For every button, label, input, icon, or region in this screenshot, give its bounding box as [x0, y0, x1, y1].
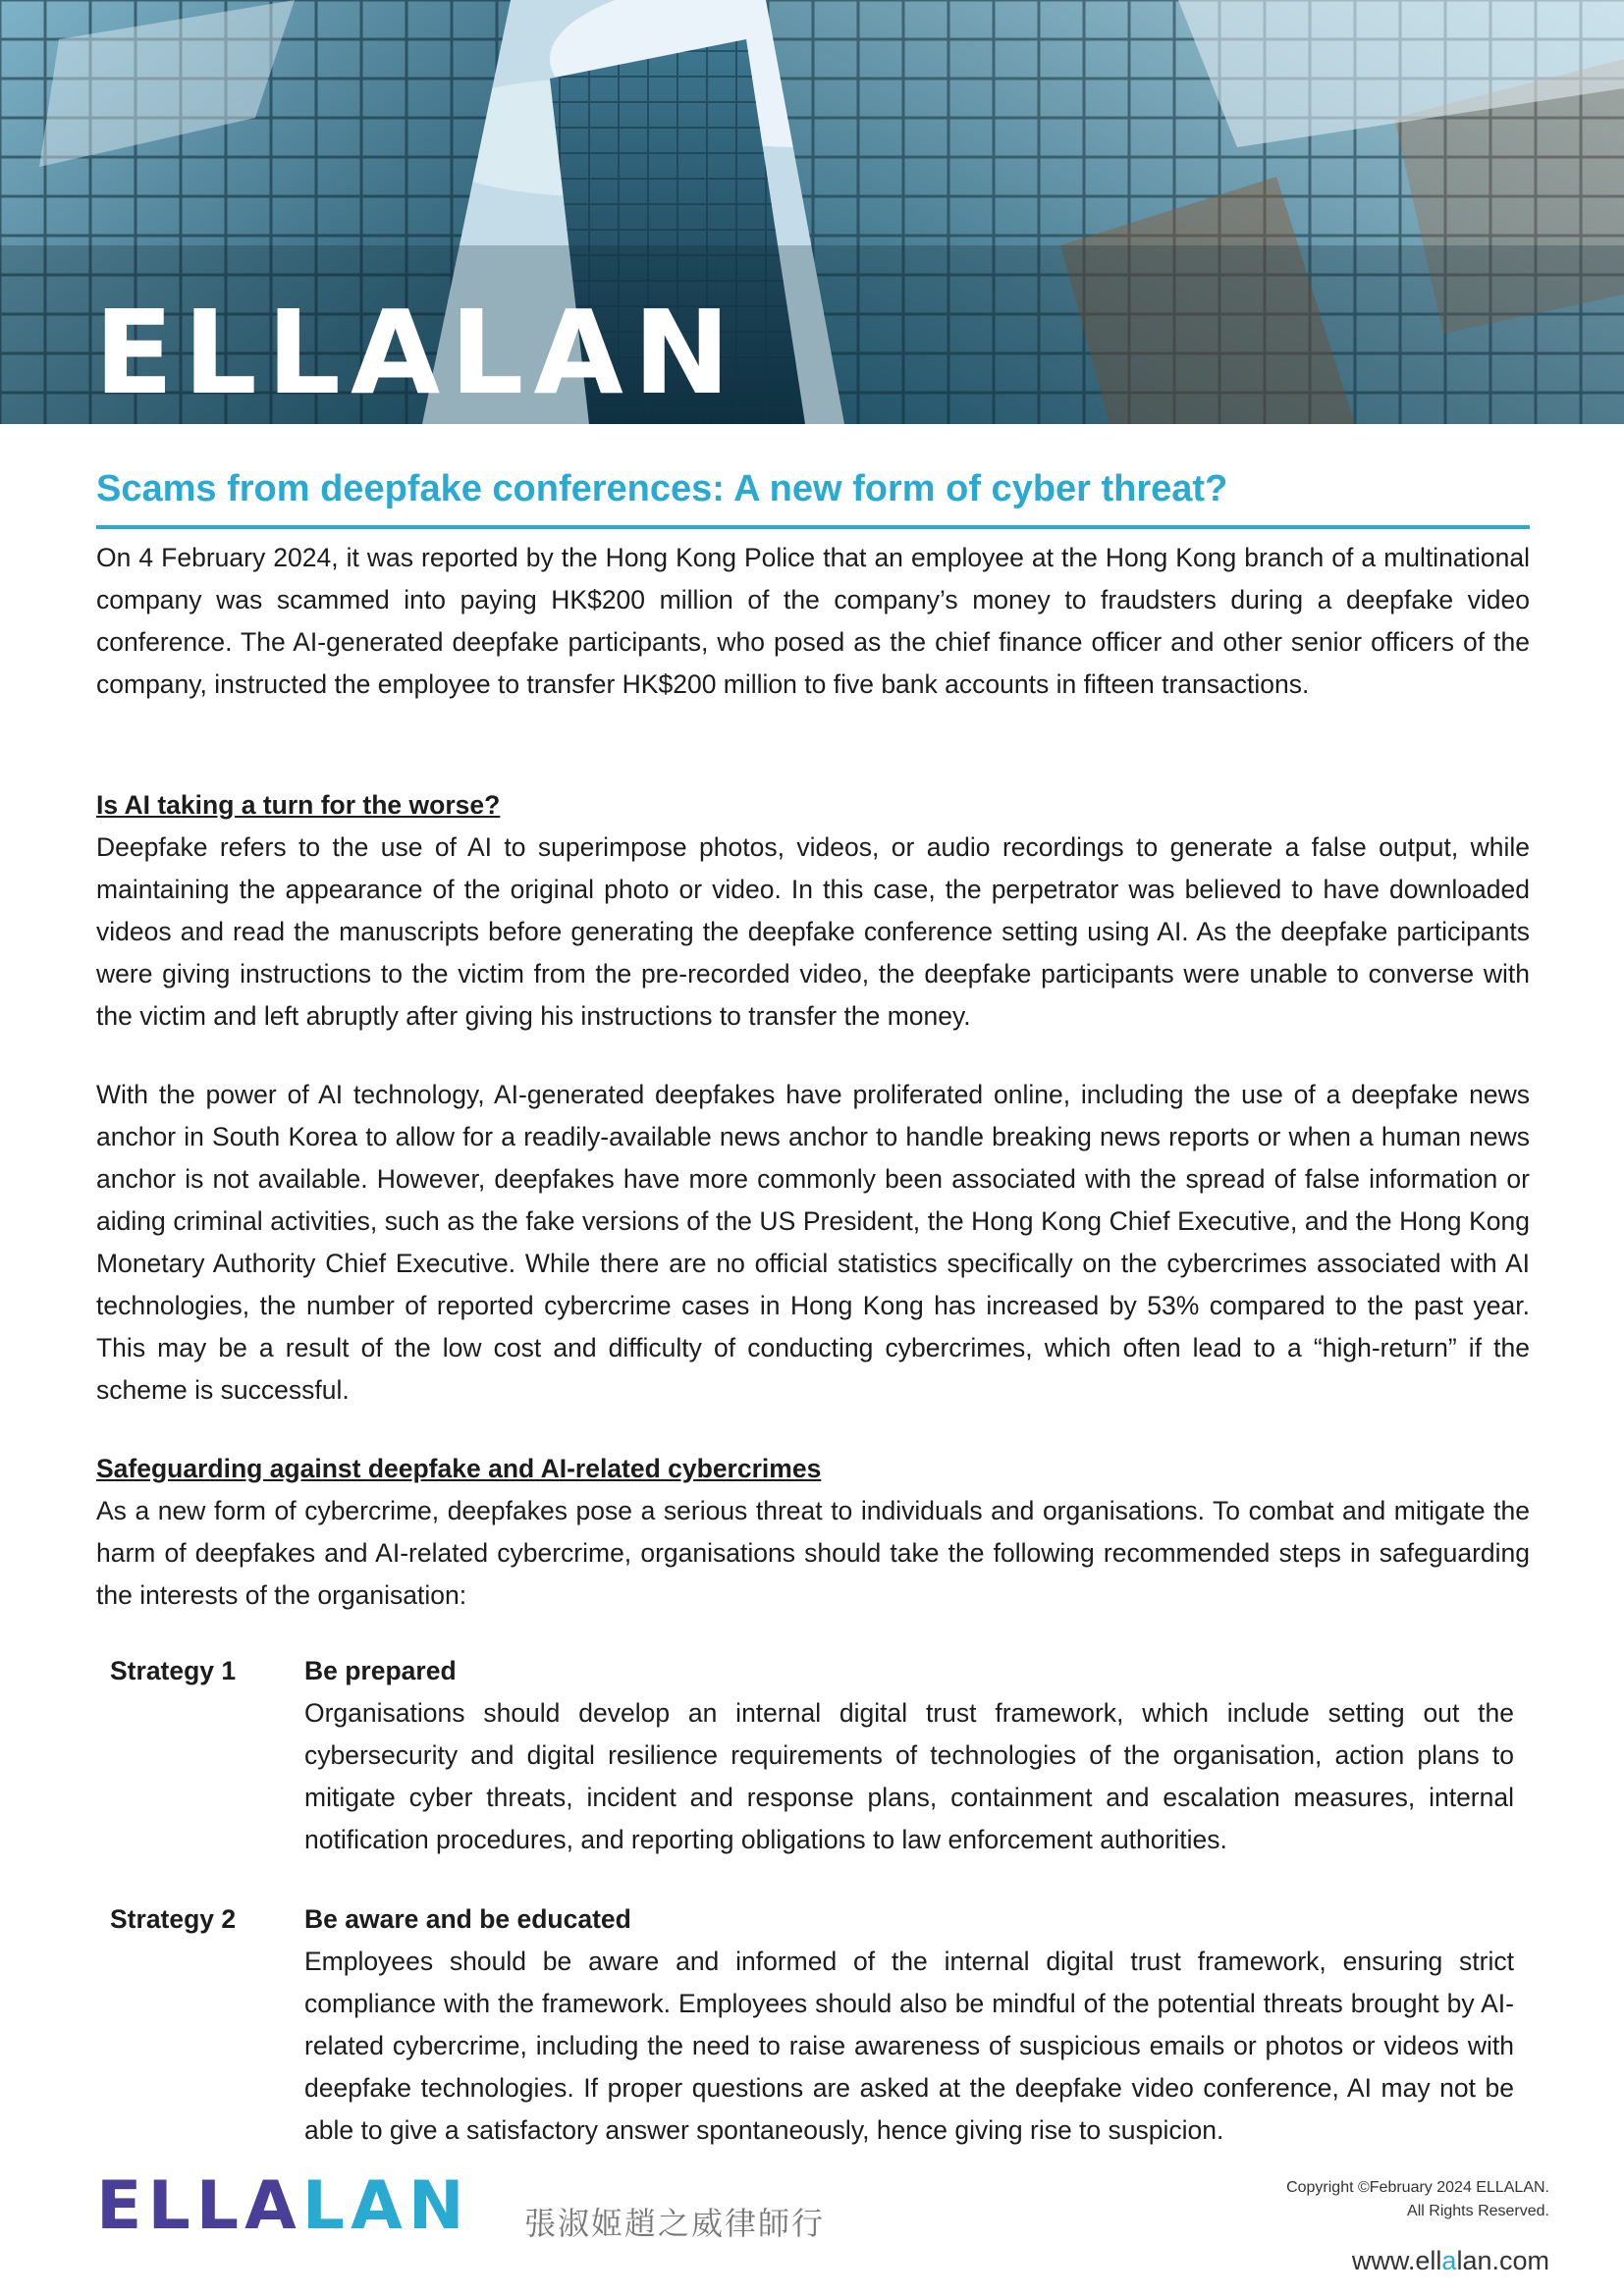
footer-logo-part-1: ELLA	[96, 2167, 302, 2245]
strategy-2-label: Strategy 2	[110, 1904, 237, 1934]
strategy-2-text: Employees should be aware and informed of the internal digital trust framework, ensuring strict compliance with the framework. Employees should also be mindful of the potential threats brought by AI-related cybercrime, including the need to raise awareness of suspicious emails or photos or videos with deepfake technologies. If proper questions are asked at the deepfake video conference, AI may not be able to give a satisfactory answer spontaneously, hence giving rise to suspicion.	[304, 1947, 1514, 2145]
section-heading-safeguarding: Safeguarding against deepfake and AI-related cybercrimes	[96, 1454, 822, 1483]
footer-logo	[96, 2167, 470, 2245]
footer-logo-part-2: LAN	[301, 2167, 470, 2245]
section1-paragraph-1: Deepfake refers to the use of AI to superimpose photos, videos, or audio recordings to generate a false output, while maintaining the appearance of the original photo or video. In this case, the perpetrator was believed to have downloaded videos and read the manuscripts before generating the deepfake conference setting using AI. As the deepfake participants were giving instructions to the victim from the pre-recorded video, the deepfake participants were unable to converse with the victim and left abruptly after giving his instructions to transfer the money.	[96, 832, 1530, 1031]
strategy-2-heading: Be aware and be educated	[304, 1904, 631, 1934]
hero-logo: ELLALAN	[94, 285, 740, 420]
website-link[interactable]	[1352, 2246, 1549, 2276]
copyright-line-1: Copyright ©February 2024 ELLALAN.	[1286, 2179, 1549, 2196]
section-heading-ai-worse: Is AI taking a turn for the worse?	[96, 790, 501, 820]
copyright-line-2: All Rights Reserved.	[1407, 2203, 1549, 2219]
strategy-1-heading: Be prepared	[304, 1656, 457, 1685]
hero-banner	[0, 0, 1624, 424]
section1-paragraph-2: With the power of AI technology, AI-generated deepfakes have proliferated online, including the use of a deepfake news anchor in South Korea to allow for a readily-available news anchor to handle breaking news reports or when a human news anchor is not available. However, deepfakes have more commonly been associated with the spread of false information or aiding criminal activities, such as the fake versions of the US President, the Hong Kong Chief Executive, and the Hong Kong Monetary Authority Chief Executive. While there are no official statistics specifically on the cybercrimes associated with AI technologies, the number of reported cybercrime cases in Hong Kong has increased by 53% compared to the past year. This may be a result of the low cost and difficulty of conducting cybercrimes, which often lead to a “high-return” if the scheme is successful.	[96, 1080, 1530, 1405]
website-prefix: www.ell	[1351, 2246, 1442, 2275]
strategy-1-text: Organisations should develop an internal digital trust framework, which include setting out the cybersecurity and digital resilience requirements of technologies of the organisation, action plans to mitigate cyber threats, incident and response plans, containment and escalation measures, internal notification procedures, and reporting obligations to law enforcement authorities.	[304, 1698, 1514, 1854]
title-divider	[96, 525, 1530, 529]
strategy-1-label: Strategy 1	[110, 1656, 237, 1685]
article-title: Scams from deepfake conferences: A new form of cyber threat?	[96, 468, 1228, 509]
section2-paragraph-1: As a new form of cybercrime, deepfakes pose a serious threat to individuals and organisations. To combat and mitigate the harm of deepfakes and AI-related cybercrime, organisations should take the following recommended steps in safeguarding the interests of the organisation:	[96, 1496, 1530, 1610]
copyright-notice	[1286, 2176, 1549, 2223]
intro-paragraph: On 4 February 2024, it was reported by the Hong Kong Police that an employee at the Hong Kong branch of a multinational company was scammed into paying HK$200 million of the company’s money to fraudsters during a deepfake video conference. The AI-generated deepfake participants, who posed as the chief finance officer and other senior officers of the company, instructed the employee to transfer HK$200 million to five bank accounts in fifteen transactions.	[96, 543, 1530, 699]
website-suffix: lan.com	[1456, 2246, 1549, 2275]
footer-chinese-name: 張淑姬趙之威律師行	[524, 2206, 826, 2241]
website-accent: a	[1441, 2246, 1457, 2275]
